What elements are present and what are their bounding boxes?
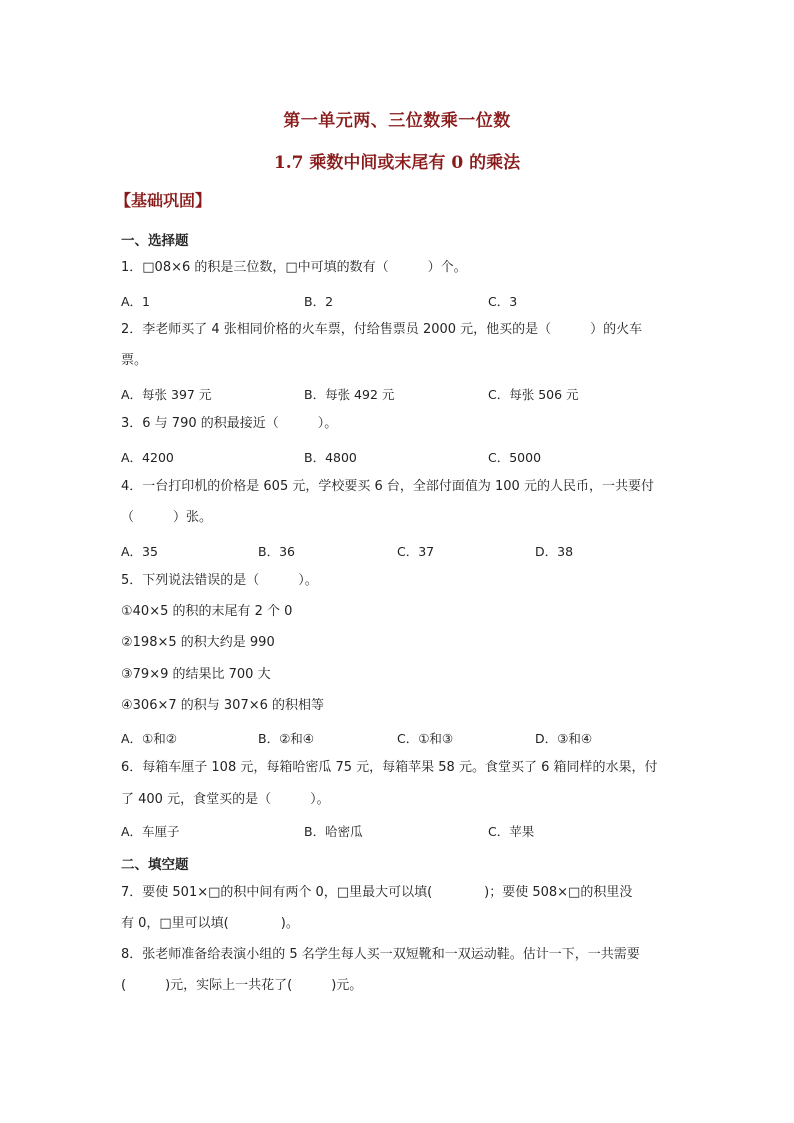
q5-option-b: B．②和④	[258, 731, 314, 746]
q1-option-b: B．2	[304, 294, 334, 309]
question-3: 3．6 与 790 的积最接近（ ）。	[121, 416, 338, 431]
q5-statement-4: ④306×7 的积与 307×6 的积相等	[121, 698, 325, 713]
question-7-line1: 7．要使 501×□的积中间有两个 0，□里最大可以填( )；要使 508×□的积里没	[121, 885, 633, 900]
question-7-line2: 有 0，□里可以填( )。	[121, 916, 299, 931]
question-5: 5．下列说法错误的是（ ）。	[121, 573, 318, 588]
part2-heading: 二、填空题	[121, 857, 189, 873]
question-4-line2: （ ）张。	[121, 510, 213, 525]
q6-option-b: B．哈密瓜	[304, 824, 363, 839]
q6-option-c: C．苹果	[488, 824, 535, 839]
q2-option-c: C．每张 506 元	[488, 387, 579, 402]
question-1: 1．□08×6 的积是三位数，□中可填的数有（ ）个。	[121, 260, 467, 275]
q2-option-b: B．每张 492 元	[304, 387, 395, 402]
q4-option-a: A．35	[121, 544, 158, 559]
q5-statement-2: ②198×5 的积大约是 990	[121, 635, 275, 650]
q3-option-c: C．5000	[488, 450, 542, 465]
question-6-line1: 6．每箱车厘子 108 元，每箱哈密瓜 75 元，每箱苹果 58 元。食堂买了 6 箱同样的水果，付	[121, 760, 658, 775]
unit-title: 第一单元两、三位数乘一位数	[283, 111, 511, 131]
question-2-line1: 2．李老师买了 4 张相同价格的火车票，付给售票员 2000 元，他买的是（ ）的火车	[121, 322, 643, 337]
part1-heading: 一、选择题	[121, 233, 189, 249]
q5-option-d: D．③和④	[535, 731, 593, 746]
q4-option-d: D．38	[535, 544, 574, 559]
question-8-line1: 8．张老师准备给表演小组的 5 名学生每人买一双短靴和一双运动鞋。估计一下，一共需要	[121, 947, 640, 962]
question-2-line2: 票。	[121, 353, 148, 368]
question-6-line2: 了 400 元，食堂买的是（ ）。	[121, 792, 330, 807]
q5-option-c: C．①和③	[397, 731, 454, 746]
section-label: 【基础巩固】	[115, 191, 212, 210]
q2-option-a: A．每张 397 元	[121, 387, 212, 402]
q1-option-a: A．1	[121, 294, 151, 309]
q4-option-c: C．37	[397, 544, 435, 559]
q3-option-b: B．4800	[304, 450, 357, 465]
q5-statement-3: ③79×9 的结果比 700 大	[121, 667, 271, 682]
question-4-line1: 4．一台打印机的价格是 605 元，学校要买 6 台，全部付面值为 100 元的人民币，一共要付	[121, 479, 654, 494]
q5-option-a: A．①和②	[121, 731, 177, 746]
question-8-line2: ( )元，实际上一共花了( )元。	[121, 978, 363, 993]
q1-option-c: C．3	[488, 294, 518, 309]
q5-statement-1: ①40×5 的积的末尾有 2 个 0	[121, 604, 293, 619]
q3-option-a: A．4200	[121, 450, 174, 465]
q6-option-a: A．车厘子	[121, 824, 180, 839]
lesson-title: 1.7 乘数中间或末尾有 0 的乘法	[273, 153, 521, 173]
q4-option-b: B．36	[258, 544, 295, 559]
